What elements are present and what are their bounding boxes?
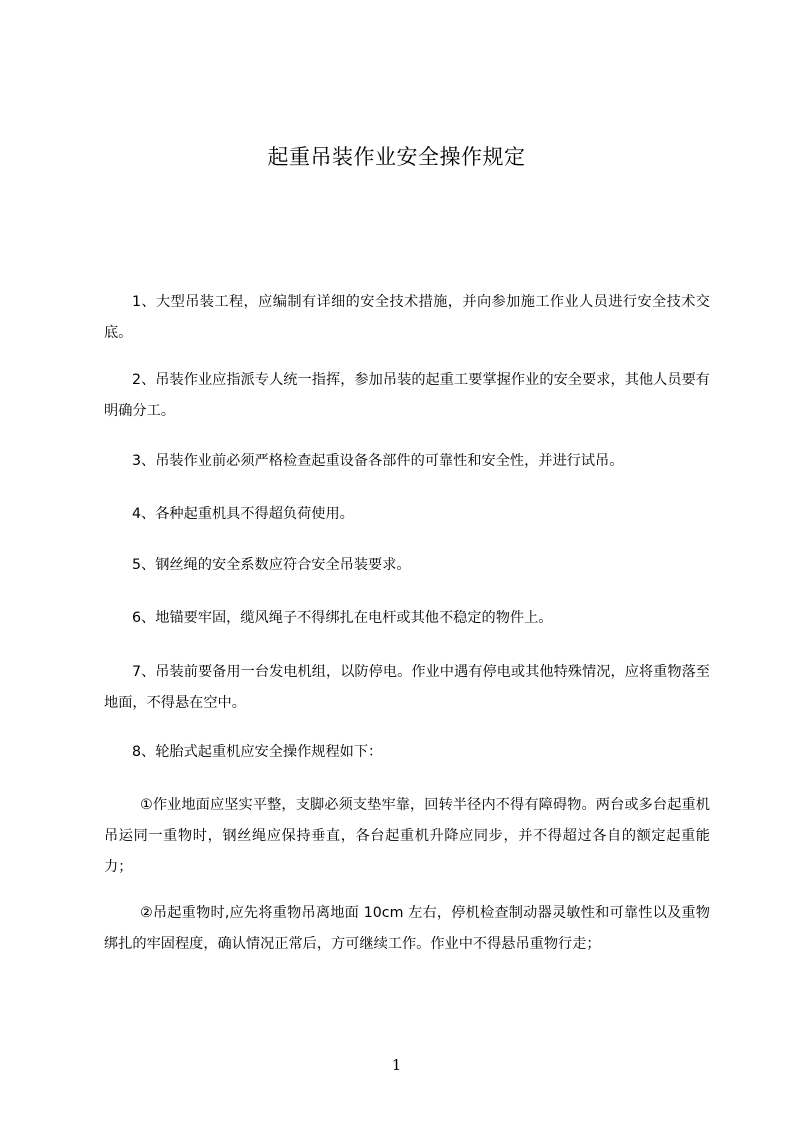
paragraph-item-8: 8、轮胎式起重机应安全操作规程如下： <box>132 744 383 760</box>
paragraph-item-6: 6、地锚要牢固，缆风绳子不得绑扎在电杆或其他不稳定的物件上。 <box>132 610 553 626</box>
paragraph-item-7: 7、吊装前要备用一台发电机组，以防停电。作业中遇有停电或其他特殊情况，应将重物落至地面，不得悬在空中。 <box>104 664 710 711</box>
page-number: 1 <box>391 1056 402 1074</box>
paragraph-item-1: 1、大型吊装工程，应编制有详细的安全技术措施，并向参加施工作业人员进行安全技术交底。 <box>104 294 710 341</box>
page-title: 起重吊装作业安全操作规定 <box>267 145 526 169</box>
paragraph-item-3: 3、吊装作业前必须严格检查起重设备各部件的可靠性和安全性，并进行试吊。 <box>132 453 624 469</box>
paragraph-item-2: 2、吊装作业应指派专人统一指挥，参加吊装的起重工要掌握作业的安全要求，其他人员要有明确分工。 <box>104 372 710 419</box>
paragraph-item-4: 4、各种起重机具不得超负荷使用。 <box>132 506 354 522</box>
paragraph-subitem-2: ②吊起重物时,应先将重物吊离地面 10cm 左右，停机检查制动器灵敏性和可靠性以及重物绑扎的牢固程度，确认情况正常后，方可继续工作。作业中不得悬吊重物行走； <box>104 905 710 952</box>
paragraph-item-5: 5、钢丝绳的安全系数应符合安全吊装要求。 <box>132 557 411 573</box>
paragraph-subitem-1: ①作业地面应坚实平整，支脚必须支垫牢靠，回转半径内不得有障碍物。两台或多台起重机吊运同一重物时，钢丝绳应保持垂直，各台起重机升降应同步，并不得超过各自的额定起重能力； <box>104 797 710 875</box>
